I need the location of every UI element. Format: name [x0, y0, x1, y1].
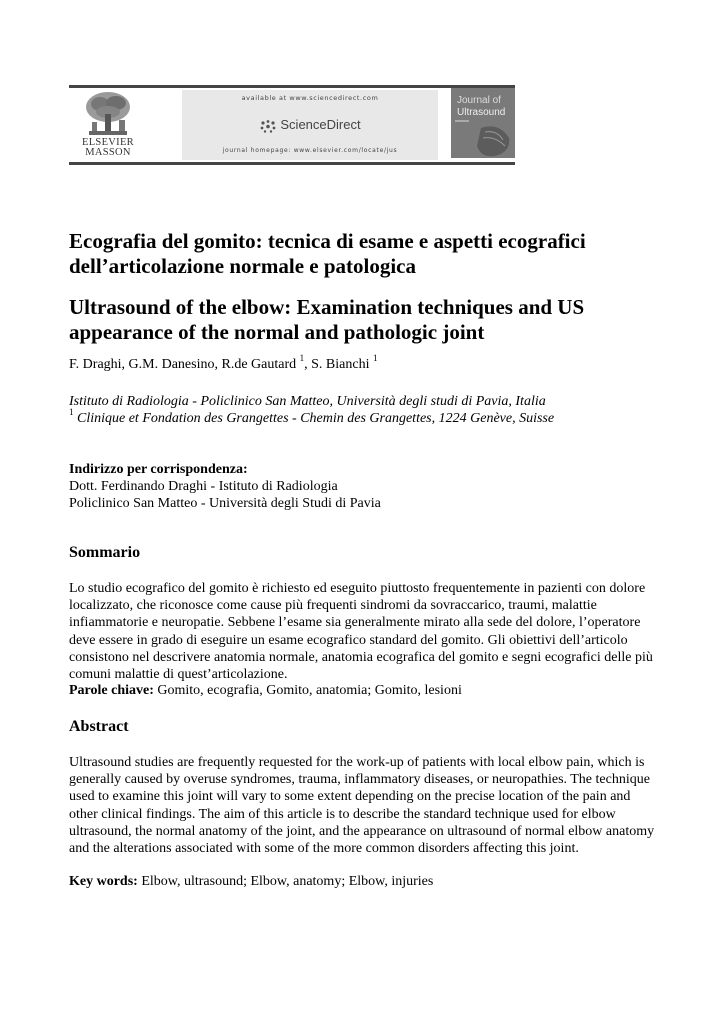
publisher-name-line2: MASSON: [85, 147, 131, 158]
affiliation-2-text: Clinique et Fondation des Grangettes - Chemin des Grangettes, 1224 Genève, Suisse: [77, 411, 555, 426]
cover-title-line1: Journal of: [457, 95, 501, 106]
correspondence-line-2: Policlinico San Matteo - Università degli Studi di Pavia: [69, 496, 381, 511]
sciencedirect-logo: [182, 117, 438, 133]
cover-artwork: [451, 118, 515, 158]
abstract-body: Ultrasound studies are frequently requested for the work-up of patients with local elbow pain, which is generally caused by overuse syndromes, trauma, inflammatory diseases, or neuropathies. The technique used to examine this joint will vary to some extent depending on the precise location of the pain and other clinical findings. The aim of this article is to describe the standard technique used for elbow ultrasound, the normal anatomy of the joint, and the appearance on ultrasound of normal elbow anatomy and the alterations associated with some of the more common disorders affecting this joint.: [69, 755, 655, 857]
journal-cover-image: [451, 88, 515, 158]
correspondence-heading: Indirizzo per corrispondenza:: [69, 462, 248, 477]
abstract-keywords-text: Elbow, ultrasound; Elbow, anatomy; Elbow, injuries: [137, 874, 434, 889]
affiliation-2: [69, 407, 555, 428]
elsevier-tree-icon: [83, 90, 133, 138]
authors-line: [69, 353, 378, 374]
affiliation-1: Istituto di Radiologia - Policlinico San Matteo, Università degli studi di Pavia, Italia: [69, 394, 546, 409]
abstract-heading: Abstract: [69, 718, 129, 735]
abstract-keywords-label: Key words:: [69, 874, 138, 889]
sommario-keywords-text: Gomito, ecografia, Gomito, anatomia; Gomito, lesioni: [153, 683, 462, 698]
correspondence-line-1: Dott. Ferdinando Draghi - Istituto di Radiologia: [69, 479, 338, 494]
affiliation-2-marker: 1: [69, 407, 74, 417]
sommario-heading: Sommario: [69, 544, 141, 561]
publisher-logo: [69, 90, 147, 160]
authors-footnote-2: 1: [372, 353, 378, 363]
available-at-text[interactable]: available at www.sciencedirect.com: [241, 94, 379, 102]
journal-banner: [69, 85, 515, 165]
sommario-keywords: [69, 682, 462, 699]
sommario-keywords-label: Parole chiave:: [69, 683, 154, 698]
sciencedirect-wordmark: ScienceDirect: [280, 117, 361, 132]
abstract-keywords: [69, 873, 433, 890]
authors-text-2: , S. Bianchi: [304, 357, 370, 372]
title-italian: Ecografia del gomito: tecnica di esame e aspetti ecografici dell’articolazione normale e patologica: [69, 229, 586, 278]
sciencedirect-icon: [259, 119, 277, 133]
title-english: Ultrasound of the elbow: Examination techniques and US appearance of the normal and pathologic joint: [69, 295, 585, 344]
authors-footnote-1: 1: [299, 353, 305, 363]
publisher-name-line1: ELSEVIER: [82, 137, 134, 148]
authors-text-1: F. Draghi, G.M. Danesino, R.de Gautard: [69, 357, 297, 372]
journal-homepage-text[interactable]: journal homepage: www.elsevier.com/locate/jus: [222, 147, 398, 154]
banner-bottom-rule: [69, 162, 515, 165]
sommario-body: Lo studio ecografico del gomito è richiesto ed eseguito piuttosto frequentemente in pazienti con dolore localizzato, che riconosce come cause più frequenti sindromi da sovraccarico, traumi, malattie infiammatorie e neuropatie. Sebbene l’esame sia generalmente mirato alla sede del dolore, l’operatore deve essere in grado di eseguire un esame ecografico standard del gomito. Gli obiettivi dell’articolo consistono nel descrivere anatomia normale, anatomia ecografica del gomito e segni ecografici delle più comuni malattie di quest’articolazione.: [69, 581, 653, 683]
banner-top-rule: [69, 85, 515, 88]
sciencedirect-box: [182, 90, 438, 160]
correspondence-block: [69, 461, 381, 512]
cover-title-line2: Ultrasound: [457, 107, 506, 118]
